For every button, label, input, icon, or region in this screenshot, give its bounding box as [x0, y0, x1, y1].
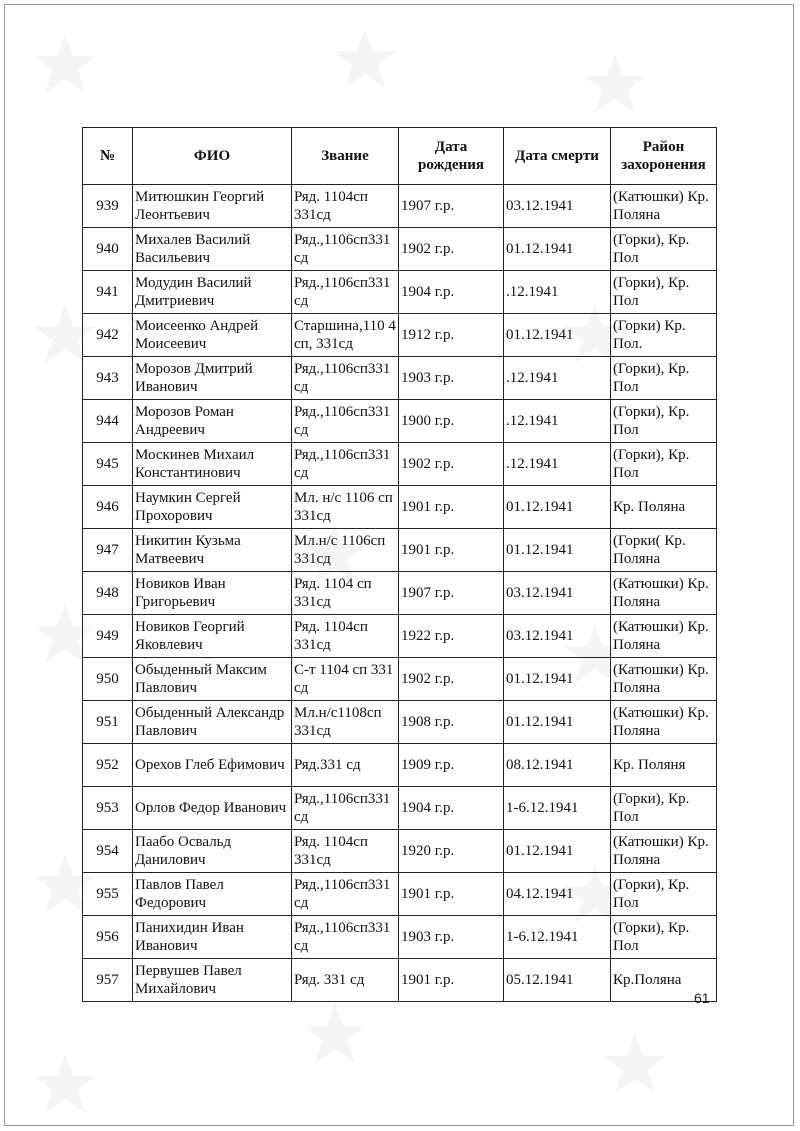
rank-cell: Ряд. 1104 сп 331сд [292, 572, 399, 615]
row-number: 953 [83, 787, 133, 830]
death-date-cell: 05.12.1941 [504, 959, 611, 1002]
row-number: 941 [83, 271, 133, 314]
row-number: 947 [83, 529, 133, 572]
burial-area-cell: (Горки), Кр. Пол [611, 873, 717, 916]
rank-cell: Ряд.,1106сп331 сд [292, 443, 399, 486]
birth-date-cell: 1904 г.р. [399, 787, 504, 830]
death-date-cell: 01.12.1941 [504, 486, 611, 529]
header-full-name: ФИО [133, 128, 292, 185]
full-name-cell: Орехов Глеб Ефимович [133, 744, 292, 787]
full-name-cell: Моисеенко Андрей Моисеевич [133, 314, 292, 357]
page-number: 61 [694, 990, 710, 1006]
rank-cell: Ряд.331 сд [292, 744, 399, 787]
table-row [83, 873, 717, 916]
rank-cell: Ряд.,1106сп331 сд [292, 271, 399, 314]
burial-area-cell: (Катюшки) Кр. Поляна [611, 830, 717, 873]
birth-date-cell: 1901 г.р. [399, 529, 504, 572]
row-number: 944 [83, 400, 133, 443]
burial-area-cell: (Катюшки) Кр. Поляна [611, 658, 717, 701]
row-number: 949 [83, 615, 133, 658]
burial-area-cell: (Катюшки) Кр. Поляна [611, 185, 717, 228]
row-number: 945 [83, 443, 133, 486]
death-date-cell: 03.12.1941 [504, 185, 611, 228]
row-number: 952 [83, 744, 133, 787]
full-name-cell: Первушев Павел Михайлович [133, 959, 292, 1002]
birth-date-cell: 1912 г.р. [399, 314, 504, 357]
table-row [83, 830, 717, 873]
death-date-cell: .12.1941 [504, 271, 611, 314]
full-name-cell: Павлов Павел Федорович [133, 873, 292, 916]
row-number: 950 [83, 658, 133, 701]
rank-cell: Мл. н/с 1106 сп 331сд [292, 486, 399, 529]
table-row [83, 400, 717, 443]
table-row [83, 787, 717, 830]
row-number: 940 [83, 228, 133, 271]
birth-date-cell: 1901 г.р. [399, 873, 504, 916]
burial-area-cell: (Катюшки) Кр. Поляна [611, 572, 717, 615]
rank-cell: Мл.н/с1108сп 331сд [292, 701, 399, 744]
header-number: № [83, 128, 133, 185]
row-number: 951 [83, 701, 133, 744]
birth-date-cell: 1908 г.р. [399, 701, 504, 744]
header-birth-date: Дата рождения [399, 128, 504, 185]
row-number: 943 [83, 357, 133, 400]
full-name-cell: Наумкин Сергей Прохорович [133, 486, 292, 529]
table-row [83, 529, 717, 572]
table-body [83, 185, 717, 1002]
full-name-cell: Обыденный Александр Павлович [133, 701, 292, 744]
birth-date-cell: 1904 г.р. [399, 271, 504, 314]
row-number: 957 [83, 959, 133, 1002]
birth-date-cell: 1901 г.р. [399, 959, 504, 1002]
full-name-cell: Новиков Георгий Яковлевич [133, 615, 292, 658]
table-row [83, 486, 717, 529]
burial-area-cell: (Горки), Кр. Пол [611, 357, 717, 400]
rank-cell: Ряд.,1106сп331 сд [292, 916, 399, 959]
table-row [83, 658, 717, 701]
table-row [83, 959, 717, 1002]
table-row [83, 701, 717, 744]
birth-date-cell: 1903 г.р. [399, 357, 504, 400]
death-date-cell: 01.12.1941 [504, 228, 611, 271]
burial-area-cell: (Горки), Кр. Пол [611, 400, 717, 443]
rank-cell: Старшина,110 4 сп, 331сд [292, 314, 399, 357]
birth-date-cell: 1922 г.р. [399, 615, 504, 658]
birth-date-cell: 1920 г.р. [399, 830, 504, 873]
full-name-cell: Орлов Федор Иванович [133, 787, 292, 830]
rank-cell: Ряд. 1104сп 331сд [292, 830, 399, 873]
table-row [83, 916, 717, 959]
full-name-cell: Паабо Освальд Данилович [133, 830, 292, 873]
birth-date-cell: 1903 г.р. [399, 916, 504, 959]
death-date-cell: 03.12.1941 [504, 572, 611, 615]
death-date-cell: 01.12.1941 [504, 314, 611, 357]
row-number: 939 [83, 185, 133, 228]
burial-area-cell: (Горки) Кр. Пол. [611, 314, 717, 357]
burial-area-cell: (Горки), Кр. Пол [611, 228, 717, 271]
death-date-cell: 01.12.1941 [504, 658, 611, 701]
rank-cell: С-т 1104 сп 331 сд [292, 658, 399, 701]
table-row [83, 271, 717, 314]
table-row [83, 744, 717, 787]
death-date-cell: 01.12.1941 [504, 529, 611, 572]
table-row [83, 314, 717, 357]
table-header-row [83, 128, 717, 185]
row-number: 955 [83, 873, 133, 916]
death-date-cell: 1-6.12.1941 [504, 916, 611, 959]
header-burial-area: Район захоронения [611, 128, 717, 185]
birth-date-cell: 1900 г.р. [399, 400, 504, 443]
header-rank: Звание [292, 128, 399, 185]
rank-cell: Ряд.,1106сп331 сд [292, 787, 399, 830]
row-number: 946 [83, 486, 133, 529]
burial-area-cell: Кр. Поляна [611, 486, 717, 529]
birth-date-cell: 1901 г.р. [399, 486, 504, 529]
burial-area-cell: (Горки), Кр. Пол [611, 443, 717, 486]
full-name-cell: Панихидин Иван Иванович [133, 916, 292, 959]
burial-area-cell: (Горки( Кр. Поляна [611, 529, 717, 572]
death-date-cell: 1-6.12.1941 [504, 787, 611, 830]
burial-area-cell: (Горки), Кр. Пол [611, 916, 717, 959]
death-date-cell: 01.12.1941 [504, 830, 611, 873]
rank-cell: Ряд. 1104сп 331сд [292, 615, 399, 658]
rank-cell: Ряд.,1106сп331 сд [292, 873, 399, 916]
row-number: 948 [83, 572, 133, 615]
rank-cell: Ряд.,1106сп331 сд [292, 228, 399, 271]
burial-area-cell: (Горки), Кр. Пол [611, 787, 717, 830]
full-name-cell: Михалев Василий Васильевич [133, 228, 292, 271]
birth-date-cell: 1902 г.р. [399, 658, 504, 701]
table-row [83, 228, 717, 271]
table-row [83, 572, 717, 615]
burial-area-cell: Кр. Поляня [611, 744, 717, 787]
full-name-cell: Обыденный Максим Павлович [133, 658, 292, 701]
header-death-date: Дата смерти [504, 128, 611, 185]
rank-cell: Ряд.,1106сп331 сд [292, 357, 399, 400]
death-date-cell: .12.1941 [504, 357, 611, 400]
row-number: 954 [83, 830, 133, 873]
birth-date-cell: 1902 г.р. [399, 228, 504, 271]
full-name-cell: Москинев Михаил Константинович [133, 443, 292, 486]
full-name-cell: Морозов Роман Андреевич [133, 400, 292, 443]
table-row [83, 357, 717, 400]
rank-cell: Ряд. 1104сп 331сд [292, 185, 399, 228]
death-date-cell: 01.12.1941 [504, 701, 611, 744]
death-date-cell: .12.1941 [504, 400, 611, 443]
row-number: 956 [83, 916, 133, 959]
birth-date-cell: 1909 г.р. [399, 744, 504, 787]
burial-area-cell: (Катюшки) Кр. Поляна [611, 615, 717, 658]
row-number: 942 [83, 314, 133, 357]
full-name-cell: Новиков Иван Григорьевич [133, 572, 292, 615]
death-date-cell: .12.1941 [504, 443, 611, 486]
burial-registry-table [82, 127, 717, 1002]
full-name-cell: Модудин Василий Дмитриевич [133, 271, 292, 314]
table-row [83, 615, 717, 658]
birth-date-cell: 1907 г.р. [399, 572, 504, 615]
table-row [83, 443, 717, 486]
full-name-cell: Никитин Кузьма Матвеевич [133, 529, 292, 572]
table-row [83, 185, 717, 228]
rank-cell: Мл.н/с 1106сп 331сд [292, 529, 399, 572]
rank-cell: Ряд.,1106сп331 сд [292, 400, 399, 443]
full-name-cell: Морозов Дмитрий Иванович [133, 357, 292, 400]
full-name-cell: Митюшкин Георгий Леонтьевич [133, 185, 292, 228]
burial-area-cell: (Горки), Кр. Пол [611, 271, 717, 314]
rank-cell: Ряд. 331 сд [292, 959, 399, 1002]
death-date-cell: 04.12.1941 [504, 873, 611, 916]
birth-date-cell: 1907 г.р. [399, 185, 504, 228]
death-date-cell: 08.12.1941 [504, 744, 611, 787]
death-date-cell: 03.12.1941 [504, 615, 611, 658]
burial-area-cell: Кр.Поляна [611, 959, 717, 1002]
burial-area-cell: (Катюшки) Кр. Поляна [611, 701, 717, 744]
birth-date-cell: 1902 г.р. [399, 443, 504, 486]
